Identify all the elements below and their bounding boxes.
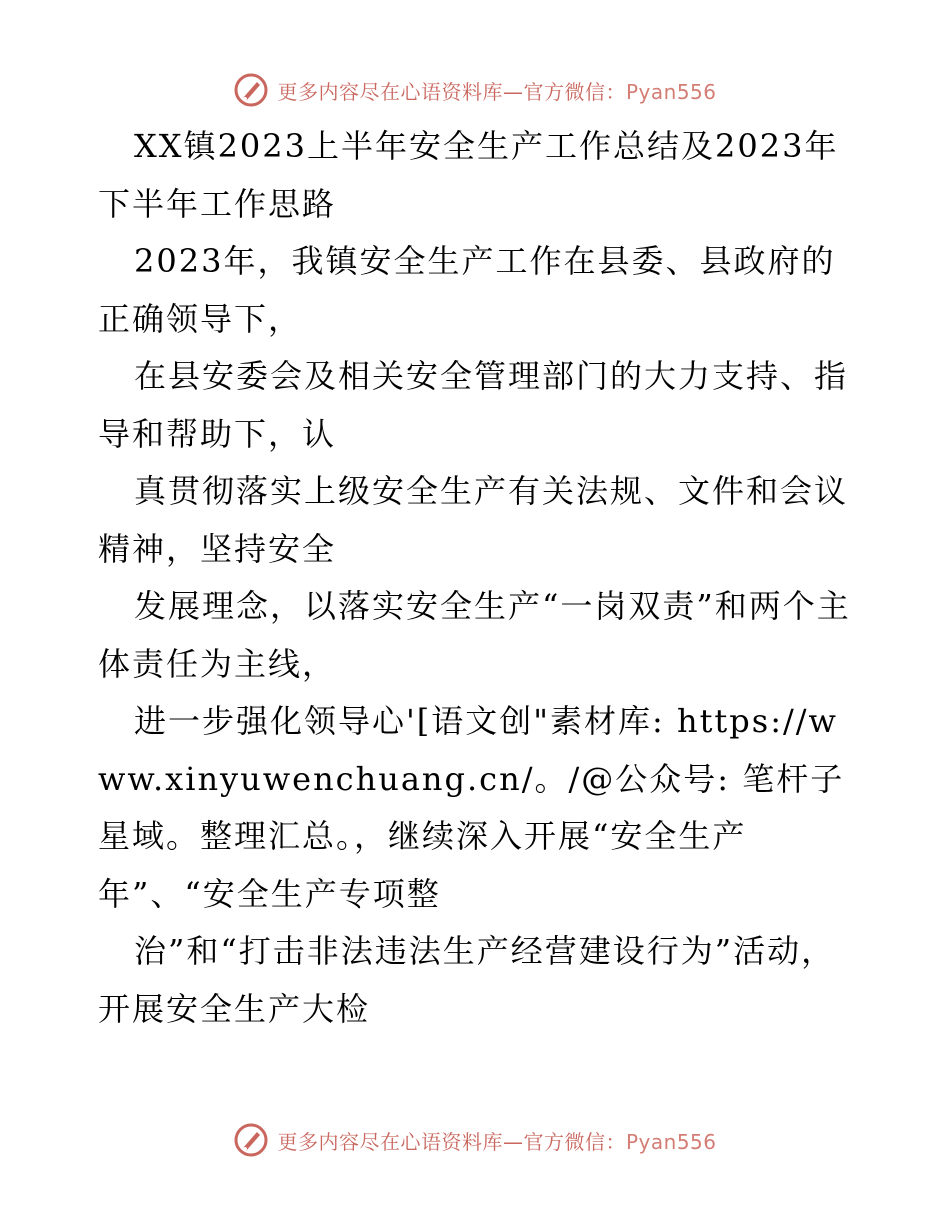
- header-banner: [0, 70, 950, 110]
- footer-banner-text: 更多内容尽在心语资料库—官方微信：Pyan556: [277, 1129, 717, 1154]
- document-title: XX镇2023上半年安全生产工作总结及2023年下半年工作思路: [98, 127, 839, 223]
- wechat-id: Pyan556: [625, 79, 717, 104]
- paragraph: 进一步强化领导心'[语文创"素材库: https://www.xinyuwenchuang.cn/。/@公众号: 笔杆子星域。整理汇总。，继续深入开展“安全生产年”、“安全生产专项整: [98, 702, 845, 913]
- footer-banner: [0, 1120, 950, 1160]
- paragraph: 发展理念，以落实安全生产“一岗双责”和两个主体责任为主线，: [98, 587, 851, 683]
- paragraph: 真贯彻落实上级安全生产有关法规、文件和会议精神，坚持安全: [98, 472, 849, 568]
- paragraph: 治”和“打击非法违法生产经营建设行为”活动，开展安全生产大检: [98, 932, 836, 1028]
- header-banner-text: 更多内容尽在心语资料库—官方微信：Pyan556: [277, 79, 717, 104]
- paragraph: 2023年，我镇安全生产工作在县委、县政府的正确领导下，: [98, 242, 836, 338]
- pen-seal-logo-icon: [233, 1122, 269, 1158]
- pen-seal-logo-icon: [233, 72, 269, 108]
- wechat-id: Pyan556: [625, 1129, 717, 1154]
- document-body: [98, 118, 858, 1038]
- paragraph: 在县安委会及相关安全管理部门的大力支持、指导和帮助下，认: [98, 357, 849, 453]
